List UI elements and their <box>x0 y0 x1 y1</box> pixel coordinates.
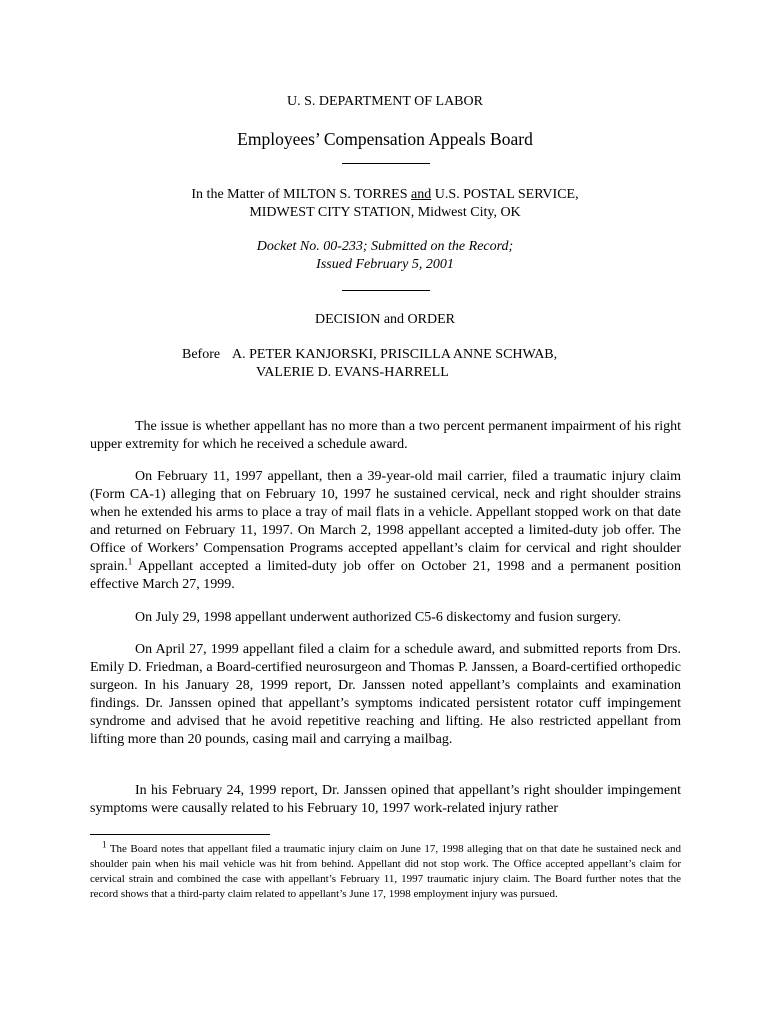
board-title: Employees’ Compensation Appeals Board <box>237 129 533 149</box>
decision-title: DECISION and ORDER <box>315 312 455 327</box>
footnote-ref: 1 <box>127 556 133 567</box>
paragraph-surgery: On July 29, 1998 appellant underwent authorized C5-6 diskectomy and fusion surgery. <box>135 610 622 625</box>
docket-line-1: Docket No. 00-233; Submitted on the Record; <box>256 239 514 254</box>
footnote-text: The Board notes that appellant filed a traumatic injury claim on June 17, 1998 alleging that on that date he sustained neck and shoulder pain when his mail vehicle was hit from behind. Appellant did not stop work. The Office accepted appellant’s claim for cervical strain and combined the case with appellant’s February 11, 1997 traumatic injury claim. The Board further notes that the record shows that a third-party claim related to appellant’s June 17, 1998 employment injury was pursued. <box>90 843 681 900</box>
footnote-number: 1 <box>102 839 107 850</box>
docket-info <box>0 238 770 274</box>
case-caption <box>0 186 770 222</box>
footnote-divider <box>90 834 270 835</box>
docket-line-2: Issued February 5, 2001 <box>316 257 454 272</box>
caption-parties-prefix: In the Matter of MILTON S. TORRES <box>191 187 411 202</box>
footnote <box>90 839 681 902</box>
paragraph-schedule-award: On April 27, 1999 appellant filed a claim for a schedule award, and submitted reports from Drs. Emily D. Friedman, a Board-certified neurosurgeon and Thomas P. Janssen, a Board-certified orthopedic surgeon. In his January 28, 1999 report, Dr. Janssen noted appellant’s complaints and examination findings. Dr. Janssen opined that appellant’s symptoms indicated persistent rotator cuff impingement syndrome and advised that he avoid repetitive reaching and lifting. He also restricted appellant from lifting more than 20 pounds, casing mail and carrying a mailbag. <box>90 642 681 747</box>
caption-and: and <box>411 187 432 202</box>
department-heading: U. S. DEPARTMENT OF LABOR <box>287 94 483 109</box>
docket-divider <box>342 290 430 291</box>
panel-line-2: VALERIE D. EVANS-HARRELL <box>256 365 449 380</box>
caption-line-1 <box>0 186 770 204</box>
panel-members <box>182 346 557 382</box>
paragraph-background: On February 11, 1997 appellant, then a 39-year-old mail carrier, filed a traumatic injury claim (Form CA-1) alleging that on February 10, 1997 he sustained cervical, neck and right shoulder strains when he extended his arms to place a tray of mail flats in a vehicle. Appellant stopped work on that date and returned on February 11, 1997. On March 2, 1998 appellant accepted a limited-duty job offer. The Office of Workers’ Compensation Programs accepted appellant’s claim for cervical and right shoulder sprain.$^1$ Appellant accepted a limited-duty job offer on October 21, 1998 and a permanent position effective March 27, 1999. <box>90 469 681 592</box>
before-label: Before <box>182 347 221 362</box>
caption-parties-suffix: U.S. POSTAL SERVICE, <box>431 187 579 202</box>
panel-line-1: A. PETER KANJORSKI, PRISCILLA ANNE SCHWAB, <box>232 347 558 362</box>
caption-line-2: MIDWEST CITY STATION, Midwest City, OK <box>249 205 521 220</box>
paragraph-issue: The issue is whether appellant has no more than a two percent permanent impairment of his right upper extremity for which he received a schedule award. <box>90 419 681 452</box>
title-divider <box>342 163 430 164</box>
paragraph-janssen-report: In his February 24, 1999 report, Dr. Janssen opined that appellant’s right shoulder impingement symptoms were causally related to his February 10, 1997 work-related injury rather <box>90 783 681 816</box>
